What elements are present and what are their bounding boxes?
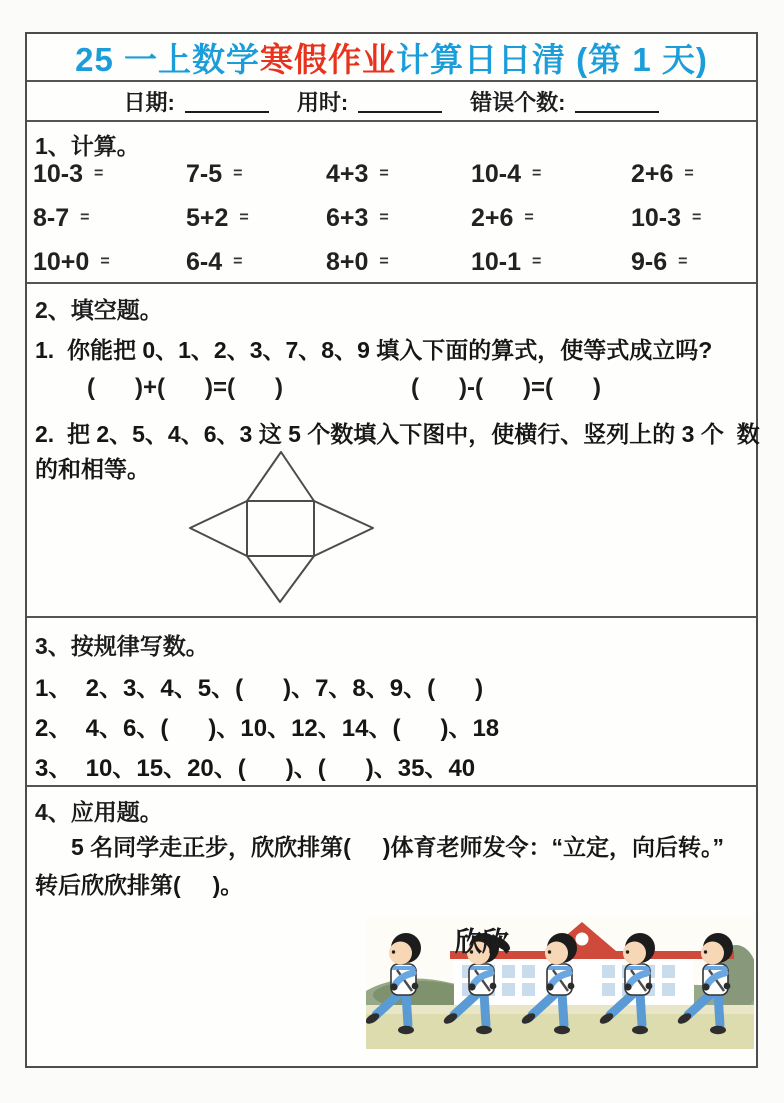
equals-sign: = — [379, 165, 389, 182]
net-triangle-bottom — [247, 556, 314, 602]
errors-label: 错误个数: — [470, 89, 566, 115]
section-patterns — [27, 618, 756, 787]
calc-problem: 10-3 = — [33, 160, 104, 188]
calc-problem: 10-4 = — [471, 160, 542, 188]
net-triangle-right — [314, 501, 373, 556]
patterns-heading: 3、按规律写数。 — [35, 633, 209, 659]
equals-sign: = — [524, 209, 534, 226]
equals-sign: = — [233, 165, 243, 182]
title-part-grade: 25 一上数学 — [75, 40, 261, 78]
calc-problem: 10+0 = — [33, 248, 110, 276]
calc-problem: 10-1 = — [471, 248, 542, 276]
pyramid-net-diagram — [177, 440, 389, 612]
calc-problem: 9-6 = — [631, 248, 688, 276]
calc-problem: 2+6 = — [631, 160, 694, 188]
fill-blank-q1: 1. 你能把 0、1、2、3、7、8、9 填入下面的算式，使等式成立吗? — [35, 337, 713, 363]
time-blank — [358, 89, 442, 113]
equals-sign: = — [379, 253, 389, 270]
equals-sign: = — [684, 165, 694, 182]
equals-sign: = — [678, 253, 688, 270]
pattern-line: 2、 4、6、( )、10、12、14、( )、18 — [35, 715, 500, 742]
fill-blank-heading: 2、填空题。 — [35, 297, 163, 323]
addition-blank-equation: ( )+( )=( ) — [87, 374, 284, 401]
pattern-line: 3、 10、15、20、( )、( )、35、40 — [35, 755, 476, 782]
worksheet — [25, 32, 758, 1068]
calc-problem: 6+3 = — [326, 204, 389, 232]
calc-grid — [33, 160, 752, 277]
equals-sign: = — [80, 209, 90, 226]
calc-heading: 1、计算。 — [35, 133, 140, 159]
equals-sign: = — [100, 253, 110, 270]
net-triangle-top — [247, 452, 314, 501]
pediment-window — [576, 933, 589, 946]
calc-problem: 7-5 = — [186, 160, 243, 188]
fill-blank-equations — [87, 374, 601, 402]
xinxin-label: 欣欣 — [455, 927, 509, 957]
title-part-day: 计算日日清 (第 1 天) — [396, 40, 708, 78]
section-word-problem — [27, 787, 756, 1066]
equals-sign: = — [379, 209, 389, 226]
time-label: 用时: — [296, 89, 349, 115]
subtraction-blank-equation: ( )-( )=( ) — [411, 374, 601, 401]
calc-problem: 8+0 = — [326, 248, 389, 276]
word-problem-line2: 转后欣欣排第( )。 — [35, 872, 244, 898]
date-blank — [185, 89, 269, 113]
title-part-holiday: 寒假作业 — [260, 40, 397, 78]
word-problem-heading: 4、应用题。 — [35, 799, 163, 825]
equals-sign: = — [239, 209, 249, 226]
section-fill-blank — [27, 284, 760, 618]
equals-sign: = — [233, 253, 243, 270]
equals-sign: = — [94, 165, 104, 182]
date-label: 日期: — [123, 89, 175, 115]
calc-problem: 6-4 = — [186, 248, 243, 276]
calc-problem: 10-3 = — [631, 204, 702, 232]
errors-blank — [575, 89, 659, 113]
equals-sign: = — [532, 253, 542, 270]
meta-row — [27, 82, 756, 122]
marching-students-illustration — [366, 917, 754, 1049]
net-triangle-left — [190, 501, 247, 556]
calc-problem: 2+6 = — [471, 204, 534, 232]
equals-sign: = — [692, 209, 702, 226]
calc-problem: 5+2 = — [186, 204, 249, 232]
title-row — [27, 34, 756, 82]
pattern-line: 1、 2、3、4、5、( )、7、8、9、( ) — [35, 675, 484, 702]
calc-problem: 4+3 = — [326, 160, 389, 188]
word-problem-line1: 5 名同学走正步，欣欣排第( )体育老师发令：“立定，向后转。” — [71, 834, 724, 860]
fill-blank-q2-line1: 2. 把 2、5、4、6、3 这 5 个数填入下图中，使横行、竖列上的 3 个 数 — [35, 421, 760, 447]
fill-blank-q2-line2: 的和相等。 — [35, 456, 150, 482]
calc-problem: 8-7 = — [33, 204, 90, 232]
equals-sign: = — [532, 165, 542, 182]
net-square — [247, 501, 314, 556]
section-calc — [27, 122, 756, 284]
